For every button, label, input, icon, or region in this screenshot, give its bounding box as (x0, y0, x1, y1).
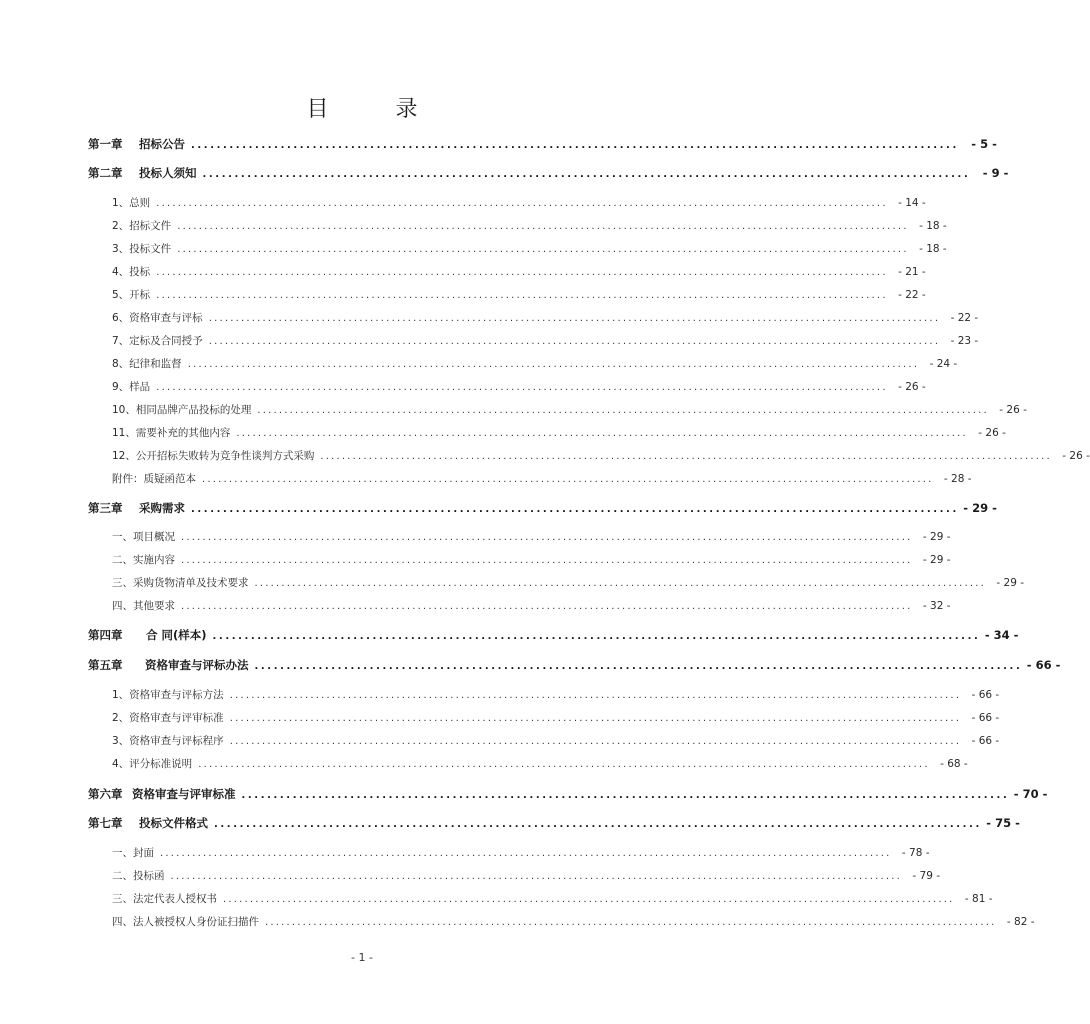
dot-leader: ........................................................................................................................................ (320, 451, 1052, 462)
chapter-number: 第二章 (88, 166, 123, 180)
toc-chapter-2[interactable] (88, 165, 1009, 183)
page-number: - 29 - (922, 554, 951, 566)
chapter-title: 招标公告 (139, 137, 185, 151)
toc-section[interactable] (112, 868, 941, 886)
page-number: - 26 - (898, 381, 926, 393)
toc-section[interactable] (112, 575, 1025, 593)
page-number: - 34 - (984, 628, 1019, 642)
page-number: - 9 - (982, 166, 1009, 180)
dot-leader: ........................................................................................................................................ (156, 290, 888, 301)
section-title: 8、纪律和监督 (112, 358, 182, 370)
page-number: - 70 - (1013, 787, 1048, 801)
toc-section[interactable] (112, 756, 968, 774)
dot-leader: ........................................................................................................................................ (198, 759, 930, 770)
dot-leader: ........................................................................................................................................ (160, 848, 892, 859)
chapter-number: 第一章 (88, 137, 123, 151)
page-number: - 28 - (943, 473, 972, 485)
page-number: - 24 - (929, 358, 958, 370)
section-title: 5、开标 (112, 289, 151, 301)
dot-leader: ........................................................................................................................ (191, 504, 959, 515)
section-title: 一、封面 (112, 847, 154, 859)
chapter-title: 投标人须知 (139, 166, 197, 180)
page-number: - 68 - (940, 758, 968, 770)
dot-leader: ........................................................................................................................................ (177, 244, 909, 255)
toc-chapter-3[interactable] (88, 500, 997, 518)
dot-leader: ........................................................................................................................ (202, 169, 971, 180)
page-number: - 26 - (999, 404, 1027, 416)
section-title: 四、法人被授权人身份证扫描件 (112, 916, 259, 928)
section-title: 三、采购货物清单及技术要求 (112, 577, 249, 589)
page-number: - 26 - (1062, 450, 1090, 462)
dot-leader: ........................................................................................................................................ (187, 359, 920, 370)
chapter-title: 资格审查与评审标准 (132, 787, 236, 801)
toc-section[interactable] (112, 333, 979, 351)
toc-section[interactable] (112, 218, 947, 236)
page-number: - 75 - (986, 816, 1020, 830)
dot-leader: ........................................................................................................................................ (181, 532, 913, 543)
section-title: 附件：质疑函范本 (112, 473, 196, 485)
dot-leader: ........................................................................................................................................ (229, 690, 962, 701)
section-title: 二、投标函 (112, 870, 165, 882)
dot-leader: ........................................................................................................................................ (208, 336, 941, 347)
section-title: 4、投标 (112, 266, 151, 278)
page-number: - 66 - (971, 689, 1000, 701)
toc-section[interactable] (112, 195, 926, 213)
dot-leader: ........................................................................................................................ (254, 661, 1023, 672)
page-number: - 26 - (978, 427, 1006, 439)
page-number: - 22 - (898, 289, 926, 301)
dot-leader: ........................................................................................................................................ (181, 555, 913, 566)
toc-title: 目 录 (306, 97, 448, 122)
toc-section[interactable] (112, 914, 1035, 932)
toc-section[interactable] (112, 552, 951, 570)
toc-section[interactable] (112, 310, 979, 328)
page-number: - 29 - (963, 501, 997, 515)
dot-leader: ........................................................................................................................ (241, 790, 1010, 801)
toc-section[interactable] (112, 471, 972, 489)
page-number: - 29 - (996, 577, 1025, 589)
toc-chapter-1[interactable] (88, 136, 997, 154)
toc-section[interactable] (112, 687, 1000, 705)
dot-leader: ........................................................................................................................................ (202, 474, 934, 485)
page-number: - 32 - (922, 600, 951, 612)
chapter-number: 第七章 (88, 816, 123, 830)
section-title: 7、定标及合同授予 (112, 335, 203, 347)
section-title: 二、实施内容 (112, 554, 175, 566)
chapter-number: 第四章 (88, 628, 123, 642)
toc-chapter-4[interactable] (88, 627, 1019, 645)
chapter-number: 第六章 (88, 787, 123, 801)
dot-leader: ........................................................................................................................................ (229, 713, 962, 724)
toc-section[interactable] (112, 287, 926, 305)
section-title: 2、招标文件 (112, 220, 172, 232)
toc-section[interactable] (112, 264, 926, 282)
page-footer-number: - 1 - (351, 951, 373, 964)
chapter-title: 投标文件格式 (139, 816, 208, 830)
page-number: - 81 - (964, 893, 993, 905)
page-number: - 5 - (971, 137, 997, 151)
page-number: - 82 - (1006, 916, 1035, 928)
section-title: 11、需要补充的其他内容 (112, 427, 231, 439)
page-number: - 79 - (912, 870, 941, 882)
dot-leader: ........................................................................................................................................ (223, 894, 955, 905)
section-title: 2、资格审查与评审标准 (112, 712, 224, 724)
chapter-title: 资格审查与评标办法 (145, 658, 249, 672)
dot-leader: ........................................................................................................................................ (236, 428, 968, 439)
toc-section[interactable] (112, 425, 1006, 443)
toc-section[interactable] (112, 448, 1090, 466)
section-title: 6、资格审查与评标 (112, 312, 203, 324)
section-title: 10、相同品牌产品投标的处理 (112, 404, 252, 416)
dot-leader: ........................................................................................................................ (214, 819, 982, 830)
section-title: 9、样品 (112, 381, 151, 393)
page-number: - 23 - (950, 335, 979, 347)
page-number: - 21 - (898, 266, 926, 278)
toc-section[interactable] (112, 356, 958, 374)
toc-section[interactable] (112, 710, 1000, 728)
page-number: - 22 - (950, 312, 979, 324)
section-title: 12、公开招标失败转为竞争性谈判方式采购 (112, 450, 315, 462)
chapter-number: 第五章 (88, 658, 123, 672)
dot-leader: ........................................................................................................................................ (177, 221, 909, 232)
toc-section[interactable] (112, 845, 930, 863)
dot-leader: ........................................................................................................................ (191, 140, 959, 151)
dot-leader: ........................................................................................................................................ (265, 917, 997, 928)
toc-section[interactable] (112, 241, 947, 259)
chapter-title: 合 同(样本) (146, 628, 207, 642)
chapter-title: 采购需求 (139, 501, 185, 515)
dot-leader: ........................................................................................................................................ (181, 601, 913, 612)
section-title: 3、资格审查与评标程序 (112, 735, 224, 747)
dot-leader: ........................................................................................................................................ (229, 736, 962, 747)
page-number: - 66 - (971, 712, 1000, 724)
toc-section[interactable] (112, 379, 926, 397)
toc-chapter-5[interactable] (88, 657, 1061, 675)
dot-leader: ........................................................................................................................................ (208, 313, 941, 324)
dot-leader: ........................................................................................................................................ (254, 578, 987, 589)
page-number: - 66 - (1026, 658, 1061, 672)
dot-leader: ........................................................................................................................................ (170, 871, 903, 882)
section-title: 4、评分标准说明 (112, 758, 193, 770)
page-number: - 14 - (898, 197, 926, 209)
section-title: 1、资格审查与评标方法 (112, 689, 224, 701)
section-title: 一、项目概况 (112, 531, 175, 543)
page-number: - 18 - (919, 243, 947, 255)
chapter-number: 第三章 (88, 501, 123, 515)
toc-chapter-7[interactable] (88, 815, 1020, 833)
section-title: 四、其他要求 (112, 600, 175, 612)
dot-leader: ........................................................................................................................................ (156, 382, 888, 393)
section-title: 3、投标文件 (112, 243, 172, 255)
toc-section[interactable] (112, 733, 1000, 751)
dot-leader: ........................................................................................................................................ (156, 267, 888, 278)
toc-section[interactable] (112, 402, 1027, 420)
toc-section[interactable] (112, 529, 951, 547)
toc-section[interactable] (112, 891, 993, 909)
section-title: 1、总则 (112, 197, 151, 209)
page-number: - 78 - (901, 847, 930, 859)
dot-leader: ........................................................................................................................................ (257, 405, 989, 416)
toc-section[interactable] (112, 598, 951, 616)
page-number: - 18 - (919, 220, 947, 232)
dot-leader: ........................................................................................................................ (212, 631, 981, 642)
dot-leader: ........................................................................................................................................ (156, 198, 888, 209)
page-number: - 66 - (971, 735, 1000, 747)
section-title: 三、法定代表人授权书 (112, 893, 217, 905)
page-number: - 29 - (922, 531, 951, 543)
toc-chapter-6[interactable] (88, 786, 1048, 804)
